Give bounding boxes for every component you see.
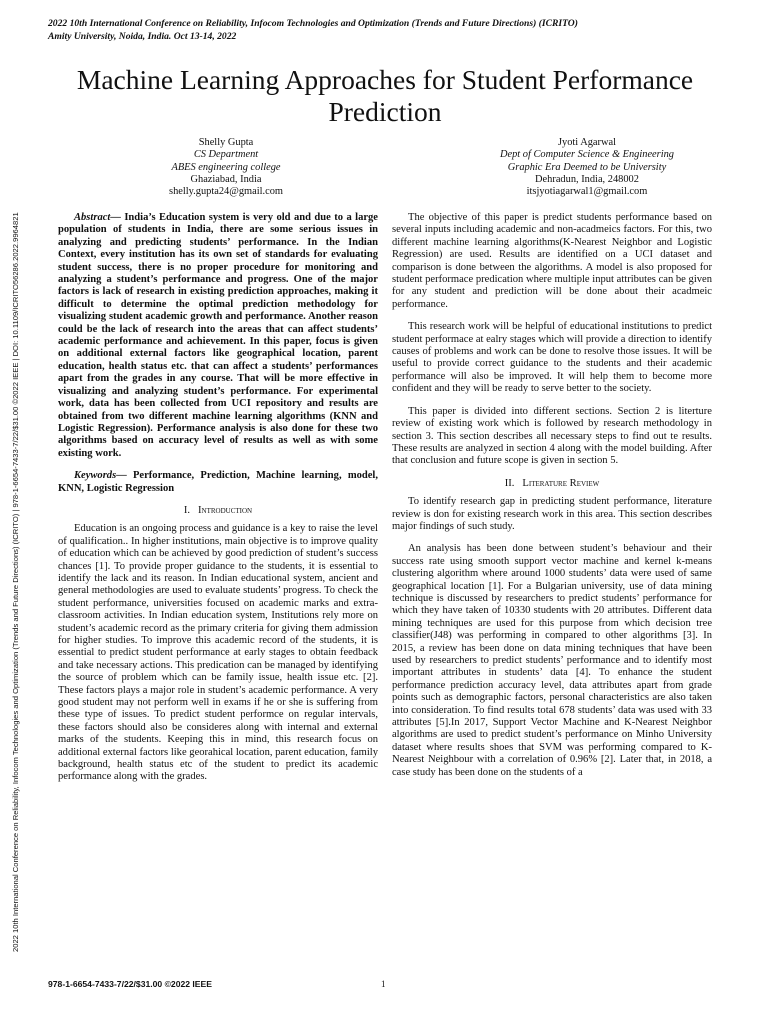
left-column	[58, 212, 378, 794]
author-organization: Graphic Era Deemed to be University	[507, 161, 667, 173]
author-name: Shelly Gupta	[198, 137, 254, 148]
section-title: Literature Review	[522, 477, 600, 489]
page-number: 1	[381, 979, 386, 989]
author-location: Dehradun, India, 248002	[535, 173, 639, 185]
conference-venue: Amity University, Noida, India. Oct 13-14, 2022	[48, 31, 237, 42]
doi-sidebar-text: 2022 10th International Conference on Reliability, Infocom Technologies and Optimization (Trends and Future Directions) (ICRITO) | 978-1-6654-7433-7/22/$31.00 ©2022 IEEE | DOI: 10.1109/ICRITO56286.2022.9964821	[11, 212, 20, 952]
author-email: itsjyotiagarwal1@gmail.com	[526, 186, 648, 198]
author-location: Ghaziabad, India	[190, 173, 262, 185]
author-organization: ABES engineering college	[171, 161, 281, 173]
author-block-2	[437, 137, 737, 198]
body-paragraph: The objective of this paper is predict students performance based on several inputs including academic and non-acadmeics factors. For this, two different machine learning algorithms(K-Nearest Neighbor and Logistic Regression) are used. Results are identified on a UCI dataset and comparison is done between the algorithms. A model is also proposed for student performace predication where multiple input attributes can be given for any student and prediction will be done about their acadmeic performance.	[392, 212, 712, 310]
author-department: Dept of Computer Science & Engineering	[499, 149, 674, 161]
section-heading-introduction	[58, 505, 378, 517]
paper-title: Machine Learning Approaches for Student Performance Prediction	[76, 64, 694, 127]
conference-header	[48, 17, 578, 43]
keywords	[58, 470, 378, 495]
body-paragraph: This paper is divided into different sections. Section 2 is literture review of existing work which is followed by research methodology in section 3. This section describes all necessary steps to find out te results. These results are analyzed in section 4 along with the model building. After that conclusion and future scope is given in section 5.	[392, 405, 712, 467]
abstract-lead: Abstract—	[74, 212, 121, 223]
author-name: Jyoti Agarwal	[557, 137, 616, 148]
author-department: CS Department	[193, 149, 259, 161]
introduction-paragraph: Education is an ongoing process and guidance is a key to raise the level of qualification.. In higher institutions, main objective is to improve quality of education which can be achieved by good prediction of student’s success chances [1]. To provide proper guidance to the students, it is essential to identify the lack and its reason. In Indian educational system, ancient and general methodologies are used to evaluate students’ progress. To check the student performance, universities focused on academic marks and extra-classroom activities. In Indian education system, Institutions rely more on student’s academic record as the primary criteria for giving them admission for higher studies. To improve this academic record of the students, it is essential to predict student performance at early stages to obtain feedback and take necessary actions. This predication can be managed by identifying the source of problem which can be family issue, health issue etc. [2]. These factors plays a major role in student’s academic performance. A very good student may not perform well in exams if he or she is suffering from these type of issues. To predict student performce on regular intervals, these factors should also be consideres along with internal and external marks of the students. Keeping this in mind, this research focus on additional external factors like georahical location, parent education, family background, health status etc of the student to predict its academic performance along with the grades.	[58, 523, 378, 783]
section-number: I.	[183, 504, 191, 516]
abstract	[58, 212, 378, 460]
section-heading-literature-review	[392, 478, 712, 490]
doi-sidebar	[2, 74, 18, 952]
section-number: II.	[504, 477, 515, 489]
keywords-text: Performance, Prediction, Machine learning, model, KNN, Logistic Regression	[58, 470, 378, 494]
conference-name: 2022 10th International Conference on Reliability, Infocom Technologies and Optimization (Trends and Future Directions) (ICRITO)	[48, 18, 578, 29]
keywords-lead: Keywords—	[74, 470, 127, 482]
author-block-1	[76, 137, 376, 198]
footer-isbn: 978-1-6654-7433-7/22/$31.00 ©2022 IEEE	[48, 979, 213, 989]
right-column	[392, 212, 712, 789]
body-paragraph: This research work will be helpful of educational institutions to predict student performace at ealry stages which will provide a direction to identify causes of problems and work can be done to resolve those issues. It will be useful to provide correct guidance to the students and their academic performance will also be improved. It will help them to become more confident and they will be ready to serve better to the society.	[392, 321, 712, 395]
author-email: shelly.gupta24@gmail.com	[169, 186, 283, 198]
body-paragraph: An analysis has been done between student’s behaviour and their success rate using smooth support vector machine and kernel k-means clustering algorithm where around 1000 students’ data were used of same geographical location [1]. For a Bulgarian university, use of data mining technique is discussed by researchers to predict students’ performance for which they have taken of 10330 students with 20 attributes. Different data mining techniques are used for this purpose from which decision tree classifier(J48) was performing in compared to other algorithms [3]. In 2015, a review has been done on data mining techniques that have been used by researchers to predict students’ performance and to identify most important attributes in students’ data [4]. To enhance the student performance prediction accuracy level, data attributes apart from grade points such as demographic factors, personal characteristics are also taken into consideration. To find results total 678 students’ data was used with 33 attributes [5].In 2017, Support Vector Machine and K-Nearest Neighbor algorithms are used to predict student’s performance on Minho University dataset where results shoes that SVM was performing compared to K-Nearest Neighbour with a correlation of 0.96% [2]. Later that, in 2018, a case study has been done on the students of a	[392, 543, 712, 778]
abstract-text: India’s Education system is very old and due to a large population of students in India, there are some serious issues in analyzing and predicting students’ performance. In the Indian Context, every institution has its own set of standards for evaluating student success, there is no proper procedure for monitoring and analyzing a student’s performance and progress. One of the major factors is lack of research in existing prediction approaches, making it difficult to determine the optimal prediction methodology for visualizing student academic growth and performance. Another reason could be the lack of research into the areas that can affect students’ academic performance and achievement. In this paper, focus is given on additional external factors like geographical location, parent education, health status etc. that can affect a students’ performances apart from the grades in any course. That will be more effective in visualizing and analyzing student’s performance. For experimental work, data has been collected from UCI repository and results are obtained from two different machine learning algorithms (KNN and Logistic Regression). Performance analysis is also done for these two algorithms based on accuracy level of results as well as with some existing work.	[58, 212, 378, 459]
section-title: Introduction	[198, 504, 253, 516]
body-paragraph: To identify research gap in predicting student performance, literature review is don for existing research work in this area. This section describes major findings of such study.	[392, 496, 712, 532]
